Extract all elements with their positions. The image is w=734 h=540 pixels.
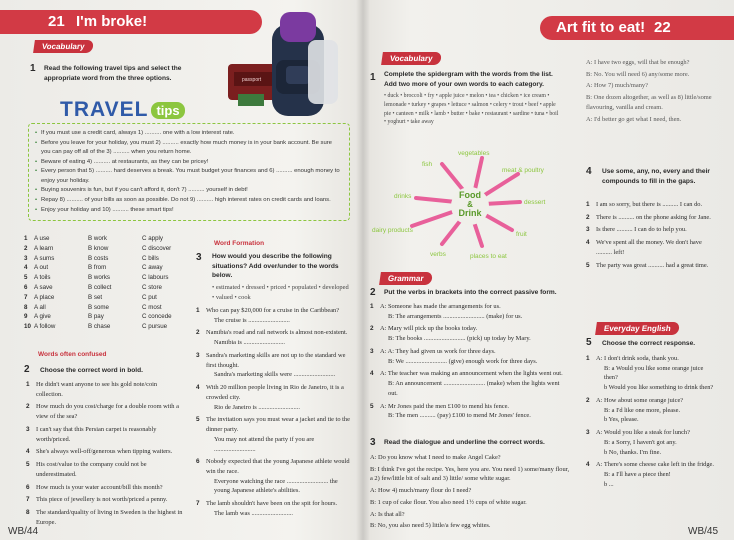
passive-item-number: 2	[370, 325, 374, 333]
option-number: 5	[24, 274, 28, 282]
passive-item-line: A: Mr Jones paid the men £100 to mend his fence.	[380, 402, 510, 410]
gap-item	[586, 225, 718, 235]
option-choice: A use	[34, 235, 50, 242]
passive-item	[370, 402, 570, 421]
gap-item-body	[596, 225, 718, 235]
spider-label-dessert: dessert	[524, 199, 546, 206]
spider-label-places: places to eat	[470, 253, 507, 260]
ex3-item-line: Who can pay $20,000 for a cruise in the Caribbean?	[206, 307, 340, 314]
spider-label-drinks: drinks	[394, 193, 412, 200]
response-item-line: b Yes, please.	[604, 416, 639, 424]
tips-logo-badge: tips	[151, 102, 184, 119]
option-choice: C pursue	[142, 323, 168, 331]
dialogue-line: B: No, you also need 5) little/a few egg whites.	[370, 522, 491, 530]
ex3-item	[196, 457, 352, 496]
response-item-line: A: There's some cheese cake left in the fridge.	[596, 461, 714, 469]
ex2-item-body	[36, 402, 184, 421]
passive-item	[370, 324, 570, 343]
ex3-item-body	[206, 306, 352, 325]
left-footer: WB/44	[8, 526, 39, 537]
tip-item: • Beware of eating 4) .......... at restaurants, as they can be pricey!	[35, 158, 343, 168]
response-item-number: 3	[586, 429, 590, 437]
ex2-item	[26, 495, 184, 505]
right-ex2-number: 2	[370, 287, 376, 298]
ex2-item-number: 2	[26, 403, 30, 411]
response-item-line: A: Would you like a steak for lunch?	[596, 429, 690, 437]
ex2-item-number: 1	[26, 381, 30, 388]
tip-item: • Enjoy your holiday and 10) .......... these smart tips!	[35, 206, 343, 216]
option-choice: B work	[88, 235, 107, 242]
ex2-item-body	[36, 447, 184, 457]
ex2-item	[26, 380, 184, 399]
ex3-item-number: 3	[196, 351, 200, 359]
tip-item: • Buying souvenirs is fun, but if you can't afford it, don't 7) .......... yourself in debt!	[35, 186, 343, 196]
option-row	[24, 312, 196, 322]
right-word-list: • duck • broccoli • fry • apple juice • melon • tea • chicken • ice cream • lemonade • turkey • grapes • lettuce • salmon • celery • trout • beef • apple pie • canteen • milk • lamb • butter • bake • restaurant • sardine • tuna • boil • yoghurt • take away	[384, 93, 559, 126]
spider-label-fish: fish	[422, 161, 433, 168]
gap-item-number: 5	[586, 261, 590, 269]
option-choice: B some	[88, 303, 109, 311]
right-page-number: 22	[654, 19, 671, 36]
response-item-number: 1	[586, 355, 590, 362]
dialogue-line: B: I think I've got the recipe. Yes, here you are. You need 1) some/many flour, a 2) few/little bit of salt and 3) little/ some white sugar.	[370, 465, 570, 483]
passive-item-line: A: A: They had given us work for three days.	[380, 347, 496, 355]
right-dialogue-continued	[586, 58, 716, 126]
gap-item-line: We've spent all the money. We don't have .......... left!	[596, 239, 702, 256]
option-choice: B works	[88, 274, 111, 282]
response-item-body	[596, 460, 718, 489]
response-item-line: A: How about some orange juice?	[596, 396, 684, 404]
response-item-number: 2	[586, 396, 590, 404]
response-item	[586, 428, 718, 457]
gap-item	[586, 261, 718, 271]
left-ex1-instruction: Read the following travel tips and select the appropriate word from the three options.	[44, 65, 182, 82]
ex2-item-body	[36, 508, 184, 527]
option-choice: B pay	[88, 313, 104, 321]
gap-item-body	[596, 261, 718, 271]
spider-label-dairy: dairy products	[372, 227, 413, 234]
right-ex4-list	[586, 200, 718, 273]
response-item	[586, 396, 718, 425]
tip-item: • Repay 8) .......... of your bills as soon as possible. Do not 9) .......... high interest rates on credit cards and loans.	[35, 196, 343, 206]
option-row	[24, 322, 196, 332]
passive-item-number: 4	[370, 370, 374, 378]
left-ex1-number: 1	[30, 63, 36, 74]
option-number: 6	[24, 283, 28, 291]
passive-item-line: B: The arrangements .......................... (make) for us.	[388, 312, 523, 320]
svg-text:passport: passport	[242, 77, 262, 83]
dialogue-line: A: How 7) much/many?	[586, 82, 648, 90]
option-choice: C bills	[142, 254, 159, 262]
gap-item-line: The party was great .......... had a great time.	[596, 261, 709, 269]
response-item-body	[596, 396, 718, 425]
option-choice: A toils	[34, 274, 51, 282]
option-choice: C labours	[142, 274, 169, 282]
passive-item	[370, 347, 570, 366]
ex3-item-number: 4	[196, 384, 200, 392]
ex3-item-line: The lamb shouldn't have been on the spit for hours.	[206, 500, 338, 508]
option-number: 7	[24, 293, 28, 301]
right-ex2-list	[370, 302, 570, 424]
ex3-item-line: You may not attend the party if you are ..........................	[214, 435, 315, 453]
ex3-item-number: 6	[196, 458, 200, 466]
right-footer: WB/45	[688, 526, 719, 537]
ex2-item	[26, 508, 184, 527]
right-ex4-number: 4	[586, 166, 592, 177]
ex3-item-line: With 20 million people living in Rio de Janeiro, it is a crowded city.	[206, 384, 344, 401]
option-choice: C most	[142, 303, 162, 311]
right-ex4-instruction: Use some, any, no, every and their compounds to fill in the gaps.	[602, 168, 710, 185]
passive-item-line: B: The books .......................... (pick) up today by Mary.	[388, 335, 531, 343]
option-row	[24, 303, 196, 313]
option-choice: B costs	[88, 254, 109, 262]
travel-tips-logo	[60, 98, 185, 122]
dialogue-line: B: No. You will need 6) any/some more.	[586, 70, 690, 78]
dialogue-line: A: How 4) much/many flour do I need?	[370, 487, 472, 495]
response-item-number: 4	[586, 461, 590, 469]
option-choice: B from	[88, 264, 107, 272]
ex3-item-body	[206, 351, 352, 380]
dialogue-line: A: I have two eggs, will that be enough?	[586, 59, 690, 66]
response-item-line: b Would you like something to drink then?	[604, 384, 714, 392]
travel-tips-list	[28, 123, 350, 221]
spider-center-food: Food	[459, 190, 481, 200]
option-number: 10	[24, 323, 31, 331]
everyday-english-tag: Everyday English	[595, 322, 680, 335]
ex3-item-body	[206, 328, 352, 347]
right-vocabulary-tag: Vocabulary	[381, 52, 441, 65]
ex2-item-body	[36, 483, 184, 493]
left-ex2-instruction: Choose the correct word in bold.	[40, 367, 143, 374]
left-ex3-words: • estimated • dressed • priced • populated • developed • valued • cook	[212, 284, 349, 301]
response-item-line: A: I don't drink soda, thank you.	[596, 355, 679, 362]
option-choice: A give	[34, 313, 51, 321]
passive-item	[370, 302, 570, 321]
option-number: 4	[24, 264, 28, 272]
ex3-item-line: The lamb was ..........................	[214, 509, 293, 517]
ex2-item-number: 6	[26, 483, 30, 491]
left-page-title: I'm broke!	[76, 13, 148, 30]
option-number: 3	[24, 254, 28, 262]
gap-item-line: I am so sorry, but there is .......... I can do.	[596, 201, 703, 208]
ex2-item-line: He didn't want anyone to see his gold note/coin collection.	[36, 381, 158, 398]
option-choice: C concede	[142, 313, 172, 321]
option-choice: B set	[88, 293, 103, 301]
response-item-body	[596, 354, 718, 393]
ex3-item	[196, 306, 352, 325]
passive-item-number: 5	[370, 402, 374, 410]
tip-item: • Before you leave for your holiday, you must 2) .......... exactly how much money is in your bank account. Be sure you can pay off all of the 3) .......... when you return home.	[35, 139, 343, 158]
response-item-line: b ...	[604, 480, 614, 488]
spider-center-amp: &	[467, 200, 473, 209]
passive-item-body	[380, 324, 570, 343]
ex3-item	[196, 499, 352, 518]
option-row	[24, 293, 196, 303]
passive-item-line: B: The men .......... (pay) £100 to mend Mr Jones' fence.	[388, 412, 531, 420]
grammar-tag: Grammar	[379, 272, 432, 285]
ex3-item-line: Rio de Janeiro is ..........................	[214, 403, 300, 411]
response-item-body	[596, 428, 718, 457]
option-choice: C away	[142, 264, 163, 272]
ex3-item-line: Sandra's marketing skills are not up to the standard we first thought.	[206, 351, 346, 369]
dialogue-line: A: Do you know what I need to make Angel Cake?	[370, 454, 501, 461]
passive-item-body	[380, 302, 570, 321]
left-page-number: 21	[48, 13, 65, 30]
ex3-item-number: 7	[196, 500, 200, 508]
left-ex3-number: 3	[196, 252, 202, 263]
passive-item-body	[380, 369, 570, 398]
option-number: 1	[24, 235, 28, 242]
option-choice: B chase	[88, 323, 111, 331]
ex3-item-line: The cruise is ..........................	[214, 316, 290, 324]
ex2-item-body	[36, 380, 184, 399]
ex2-item-body	[36, 495, 184, 505]
ex2-item-number: 5	[26, 461, 30, 469]
gap-item-line: There is .......... on the phone asking for Jane.	[596, 213, 711, 221]
dialogue-line: B: One dozen altogether, as well as 8) little/some flavouring, vanilla and cream.	[586, 94, 712, 111]
gap-item	[586, 200, 718, 210]
response-item-line: B: a I'd like one more, please.	[604, 406, 681, 414]
backpack-illustration	[228, 6, 346, 124]
dialogue-line: A: Is that all?	[370, 510, 405, 518]
gap-item-line: Is there .......... I can do to help you.	[596, 226, 687, 234]
right-ex3-dialogue	[370, 453, 570, 533]
gap-item-body	[596, 238, 718, 257]
ex3-item	[196, 383, 352, 412]
ex3-item-number: 5	[196, 416, 200, 424]
ex2-item-line: I can't say that this Persian carpet is reasonably worth/priced.	[36, 425, 157, 443]
option-choice: A all	[34, 303, 46, 311]
right-ex1-number: 1	[370, 72, 376, 83]
option-row	[24, 273, 196, 283]
ex2-item-line: The standard/quality of living in Sweden is the highest in Europe.	[36, 509, 183, 526]
passive-item-line: A: Mary will pick up the books today.	[380, 325, 478, 333]
option-number: 2	[24, 244, 28, 252]
ex2-item	[26, 483, 184, 493]
option-choice: A learn	[34, 244, 54, 252]
response-item-line: b No, thanks. I'm fine.	[604, 448, 662, 456]
gap-item-number: 4	[586, 239, 590, 247]
spider-label-vegetables: vegetables	[458, 150, 490, 157]
right-ex5-list	[586, 354, 718, 493]
spidergram	[372, 146, 568, 264]
ex3-item-line: Everyone watching the race .......................... the young Japanese athlete's abilities.	[214, 477, 338, 495]
left-vocabulary-tag: Vocabulary	[33, 40, 93, 53]
ex3-item-body	[206, 415, 352, 454]
tip-item: • Every person that 5) .......... hard deserves a break. You must budget your finances and 6) .......... enough money to enjoy your holiday.	[35, 167, 343, 186]
ex3-item-line: Namibia is ..........................	[214, 339, 286, 347]
option-choice: C put	[142, 293, 157, 301]
option-choice: A sums	[34, 254, 55, 262]
ex2-item-number: 4	[26, 448, 30, 456]
left-ex3-list	[196, 306, 352, 522]
ex2-item-body	[36, 425, 184, 444]
option-choice: C discover	[142, 244, 172, 252]
ex2-item-line: How much do you cost/charge for a double room with a view of the sea?	[36, 403, 179, 421]
ex3-item	[196, 351, 352, 380]
left-ex3-instruction: How would you describe the following situations? Add over/under to the words below.	[212, 253, 339, 280]
option-row	[24, 234, 196, 244]
gap-item-body	[596, 213, 718, 223]
passive-item-line: B: We .......................... (give) enough work for three days.	[388, 357, 538, 365]
ex2-item-line: How much is your water account/bill this month?	[36, 483, 163, 491]
ex3-item	[196, 415, 352, 454]
ex2-item-line: She's always well-off/generous when tipping waiters.	[36, 448, 173, 456]
option-choice: A follow	[34, 323, 56, 331]
option-number: 8	[24, 303, 28, 311]
option-number: 9	[24, 313, 28, 321]
dialogue-line: B: 1 cup of cake flour. You also need 1½ cups of white sugar.	[370, 498, 527, 506]
ex2-item	[26, 460, 184, 479]
ex2-item-line: This piece of jewellery is not worth/priced a penny.	[36, 496, 168, 504]
ex2-item	[26, 425, 184, 444]
ex2-item-line: His cost/value to the company could not be underestimated.	[36, 461, 147, 478]
spider-label-meat: meat & poultry	[502, 167, 544, 174]
spider-label-verbs: verbs	[430, 251, 446, 258]
page-gutter	[356, 0, 370, 540]
option-row	[24, 263, 196, 273]
ex3-item	[196, 328, 352, 347]
passive-item-number: 3	[370, 347, 374, 355]
passive-item-number: 1	[370, 303, 374, 310]
travel-logo-text: TRAVEL	[60, 98, 149, 121]
ex3-item-line: Sandra's marketing skills were ..........................	[214, 371, 336, 379]
ex3-item-number: 2	[196, 329, 200, 337]
right-ex2-instruction: Put the verbs in brackets into the correct passive form.	[384, 289, 557, 296]
right-page-title: Art fit to eat!	[556, 19, 646, 36]
option-choice: A save	[34, 283, 53, 291]
passive-item	[370, 369, 570, 398]
passive-item-line: B: An announcement .......................... (make) when the lights went out.	[388, 380, 560, 397]
option-row	[24, 244, 196, 254]
passive-item-body	[380, 347, 570, 366]
ex3-item-line: Nobody expected that the young Japanese athlete would win the race.	[206, 458, 350, 476]
option-choice: B collect	[88, 283, 112, 291]
right-ex1-instruction: Complete the spidergram with the words from the list. Add two more of your own words to each category.	[384, 71, 553, 88]
ex3-item-body	[206, 383, 352, 412]
response-item-line: B: a I'll have a piece then!	[604, 471, 671, 479]
option-row	[24, 254, 196, 264]
option-row	[24, 283, 196, 293]
response-item	[586, 354, 718, 393]
option-choice: C apply	[142, 235, 163, 242]
ex2-item-number: 7	[26, 496, 30, 504]
ex2-item-number: 3	[26, 425, 30, 433]
gap-item	[586, 213, 718, 223]
gap-item-body	[596, 200, 718, 210]
ex3-item-body	[206, 499, 352, 518]
gap-item-number: 2	[586, 213, 590, 221]
ex2-item	[26, 447, 184, 457]
gap-item-number: 3	[586, 226, 590, 234]
ex3-item-line: The invitation says you must wear a jacket and tie to the dinner party.	[206, 416, 350, 434]
word-formation-title: Word Formation	[214, 240, 265, 247]
right-ex3-instruction: Read the dialogue and underline the correct words.	[384, 439, 545, 446]
passive-item-body	[380, 402, 570, 421]
passive-item-line: A: Someone has made the arrangements for us.	[380, 303, 501, 310]
spider-center-drink: Drink	[458, 208, 482, 218]
option-choice: B know	[88, 244, 109, 252]
dialogue-line: A: I'd better go get what I need, then.	[586, 115, 682, 123]
words-confused-title: Words often confused	[38, 351, 107, 358]
right-ex5-number: 5	[586, 337, 592, 348]
response-item	[586, 460, 718, 489]
gap-item	[586, 238, 718, 257]
ex2-item-body	[36, 460, 184, 479]
spider-label-fruit: fruit	[516, 231, 527, 238]
right-ex5-instruction: Choose the correct response.	[602, 340, 696, 347]
ex1-options-grid	[24, 234, 196, 332]
response-item-line: B: a Sorry, I haven't got any.	[604, 438, 677, 446]
ex2-item-number: 8	[26, 509, 30, 517]
left-ex2-list	[26, 380, 184, 531]
right-ex3-number: 3	[370, 437, 376, 448]
ex2-item	[26, 402, 184, 421]
response-item-line: B: a Would you like some orange juice then?	[604, 364, 704, 382]
option-choice: C store	[142, 283, 162, 291]
gap-item-number: 1	[586, 201, 590, 208]
option-choice: A place	[34, 293, 55, 301]
passive-item-line: A: The teacher was making an announcement when the lights went out.	[380, 370, 563, 378]
ex3-item-line: Namibia's road and rail network is almost non-existent.	[206, 329, 348, 337]
tip-item: • If you must use a credit card, always 1) .......... one with a low interest rate.	[35, 129, 343, 139]
option-choice: A out	[34, 264, 49, 272]
left-ex2-number: 2	[24, 364, 30, 375]
ex3-item-number: 1	[196, 307, 200, 314]
ex3-item-body	[206, 457, 352, 496]
